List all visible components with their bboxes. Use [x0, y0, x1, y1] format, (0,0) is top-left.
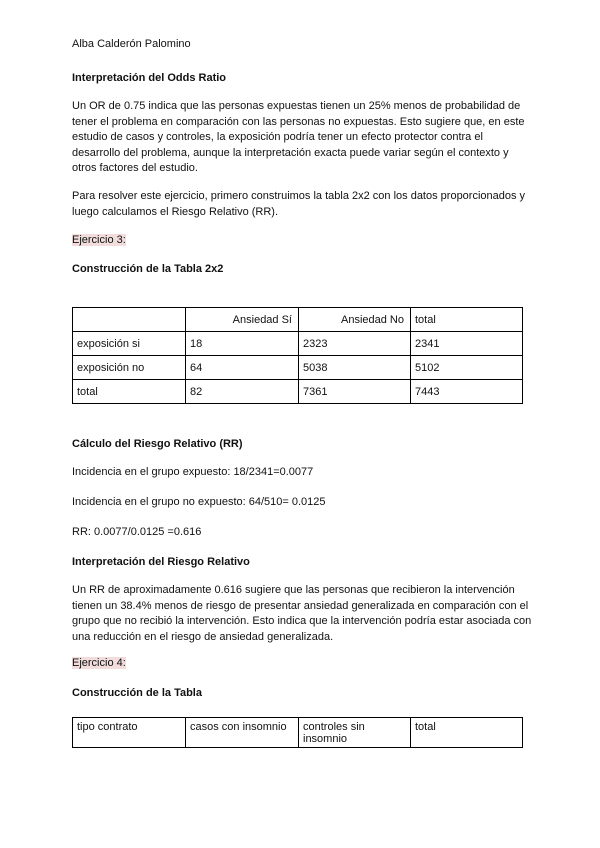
table-cell: 7361: [299, 380, 411, 404]
table-heading: Construcción de la Tabla: [72, 687, 202, 699]
incidence-unexposed-text: Incidencia en el grupo no expuesto: 64/510= 0.0125: [72, 496, 326, 508]
contract-table: [72, 717, 523, 748]
odds-ratio-heading: Interpretación del Odds Ratio: [72, 72, 227, 84]
table-cell: 18: [186, 332, 299, 356]
table-header-cell: casos con insomnio: [186, 718, 299, 748]
rr-value-text: RR: 0.0077/0.0125 =0.616: [72, 526, 202, 538]
table-cell: exposición si: [73, 332, 186, 356]
exercise-3-label: Ejercicio 3:: [72, 234, 126, 246]
table-header-cell: Ansiedad No: [299, 308, 411, 332]
table-header-cell: total: [411, 718, 523, 748]
contingency-table-2x2: [72, 307, 523, 404]
table-header-cell: total: [411, 308, 523, 332]
rr-calculation-heading: Cálculo del Riesgo Relativo (RR): [72, 438, 243, 450]
odds-ratio-paragraph: Un OR de 0.75 indica que las personas expuestas tienen un 25% menos de probabilidad de tener el problema en comparación con las personas no expuestas. Esto sugiere que, en este estudio de casos y controles, la exposición podría tener un efecto protector contra el desarrollo del problema, aunque la interpretación exacta puede variar según el contexto y otros factores del estudio.: [72, 100, 525, 174]
table-cell: 64: [186, 356, 299, 380]
incidence-exposed-text: Incidencia en el grupo expuesto: 18/2341=0.0077: [72, 466, 314, 478]
rr-interpretation-paragraph: Un RR de aproximadamente 0.616 sugiere que las personas que recibieron la intervención tienen un 38.4% menos de riesgo de presentar ansiedad generalizada en comparación con el grupo que no recibió la intervención. Esto indica que la intervención podría estar asociada con una reducción en el riesgo de ansiedad generalizada.: [72, 584, 532, 643]
author-name: Alba Calderón Palomino: [72, 38, 191, 50]
table-row: [73, 332, 523, 356]
exercise-3-wrapper: [72, 233, 126, 249]
table-cell: 5102: [411, 356, 523, 380]
table-cell: total: [73, 380, 186, 404]
table-row: [73, 356, 523, 380]
table-cell: 5038: [299, 356, 411, 380]
table-header-cell: tipo contrato: [73, 718, 186, 748]
table-cell: exposición no: [73, 356, 186, 380]
table-cell: 82: [186, 380, 299, 404]
table-row: [73, 380, 523, 404]
table-header-row: [73, 718, 523, 748]
table-2x2-heading: Construcción de la Tabla 2x2: [72, 263, 224, 275]
table-cell: 7443: [411, 380, 523, 404]
exercise-4-wrapper: [72, 656, 126, 672]
table-cell: 2341: [411, 332, 523, 356]
table-header-row: [73, 308, 523, 332]
intro-paragraph: Para resolver este ejercicio, primero construimos la tabla 2x2 con los datos proporcionados y luego calculamos el Riesgo Relativo (RR).: [72, 190, 526, 218]
table-cell: [73, 308, 186, 332]
exercise-4-label: Ejercicio 4:: [72, 657, 126, 669]
table-header-cell: controles sin insomnio: [299, 718, 411, 748]
rr-interpretation-heading: Interpretación del Riesgo Relativo: [72, 556, 250, 568]
table-header-cell: Ansiedad Sí: [186, 308, 299, 332]
table-cell: 2323: [299, 332, 411, 356]
